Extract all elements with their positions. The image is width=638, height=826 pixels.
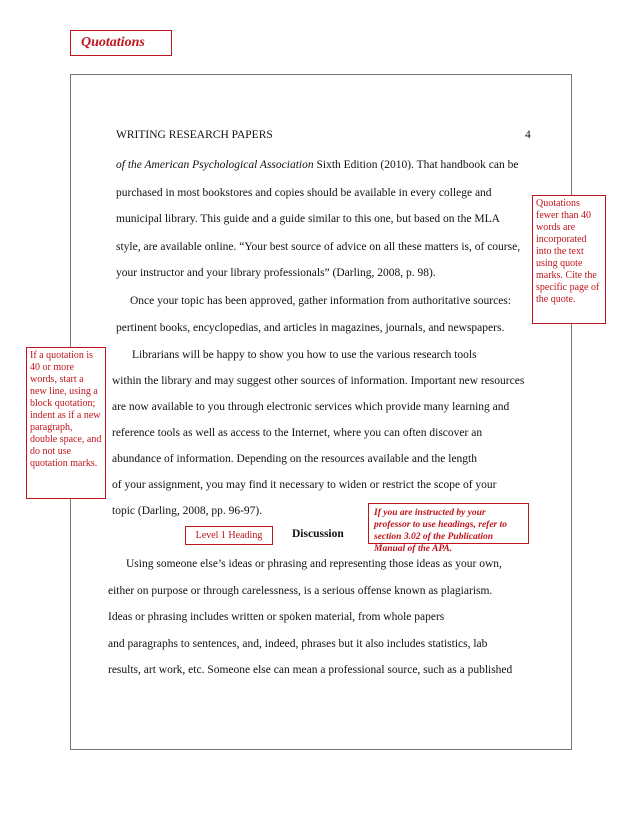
body-line: and paragraphs to sentences, and, indeed, phrases but it also includes statistics, lab	[108, 638, 488, 650]
body-line: pertinent books, encyclopedias, and articles in magazines, journals, and newspapers.	[116, 322, 505, 334]
body-line: either on purpose or through carelessness, is a serious offense known as plagiarism.	[108, 585, 493, 597]
body-line: within the library and may suggest other sources of information. Important new resources	[112, 375, 525, 387]
body-line: purchased in most bookstores and copies should be available in every college and	[116, 187, 492, 199]
quotations-label-box: Quotations	[70, 30, 172, 56]
note-block-quotations: If a quotation is 40 or more words, start a new line, using a block quotation; indent as if a new paragraph, double space, and do not use quotation marks.	[26, 347, 106, 499]
body-line-rest: Sixth Edition (2010). That handbook can be	[313, 159, 519, 171]
body-line: municipal library. This guide and a guide similar to this one, but based on the MLA	[116, 213, 500, 225]
body-line: Librarians will be happy to show you how to use the various research tools	[132, 349, 477, 361]
body-line: topic (Darling, 2008, pp. 96-97).	[112, 505, 263, 517]
body-line: Once your topic has been approved, gather information from authoritative sources:	[130, 295, 511, 307]
body-line: results, art work, etc. Someone else can mean a professional source, such as a published	[108, 664, 513, 676]
body-line: reference tools as well as access to the Internet, where you can often discover an	[112, 427, 483, 439]
body-line	[116, 158, 518, 172]
body-line: are now available to you through electronic services which provide many learning and	[112, 401, 510, 413]
section-heading: Discussion	[292, 528, 344, 540]
body-line: your instructor and your library professionals” (Darling, 2008, p. 98).	[116, 267, 436, 279]
page-number: 4	[525, 129, 531, 141]
note-headings: If you are instructed by your professor to use headings, refer to section 3.02 of the Publication Manual of the APA.	[368, 503, 529, 544]
level-1-heading-label: Level 1 Heading	[185, 526, 273, 545]
body-line: abundance of information. Depending on the resources available and the length	[112, 453, 477, 465]
note-short-quotations: Quotations fewer than 40 words are incorporated into the text using quote marks. Cite the specific page of the quote.	[532, 195, 606, 324]
body-line: style, are available online. “Your best source of advice on all these matters is, of course,	[116, 241, 521, 253]
body-line: of your assignment, you may find it necessary to widen or restrict the scope of your	[112, 479, 497, 491]
body-line: Ideas or phrasing includes written or spoken material, from whole papers	[108, 611, 445, 623]
body-line: Using someone else’s ideas or phrasing and representing those ideas as your own,	[126, 558, 502, 570]
journal-title-italic: of the American Psychological Association	[116, 159, 314, 171]
running-head: WRITING RESEARCH PAPERS	[116, 129, 273, 141]
